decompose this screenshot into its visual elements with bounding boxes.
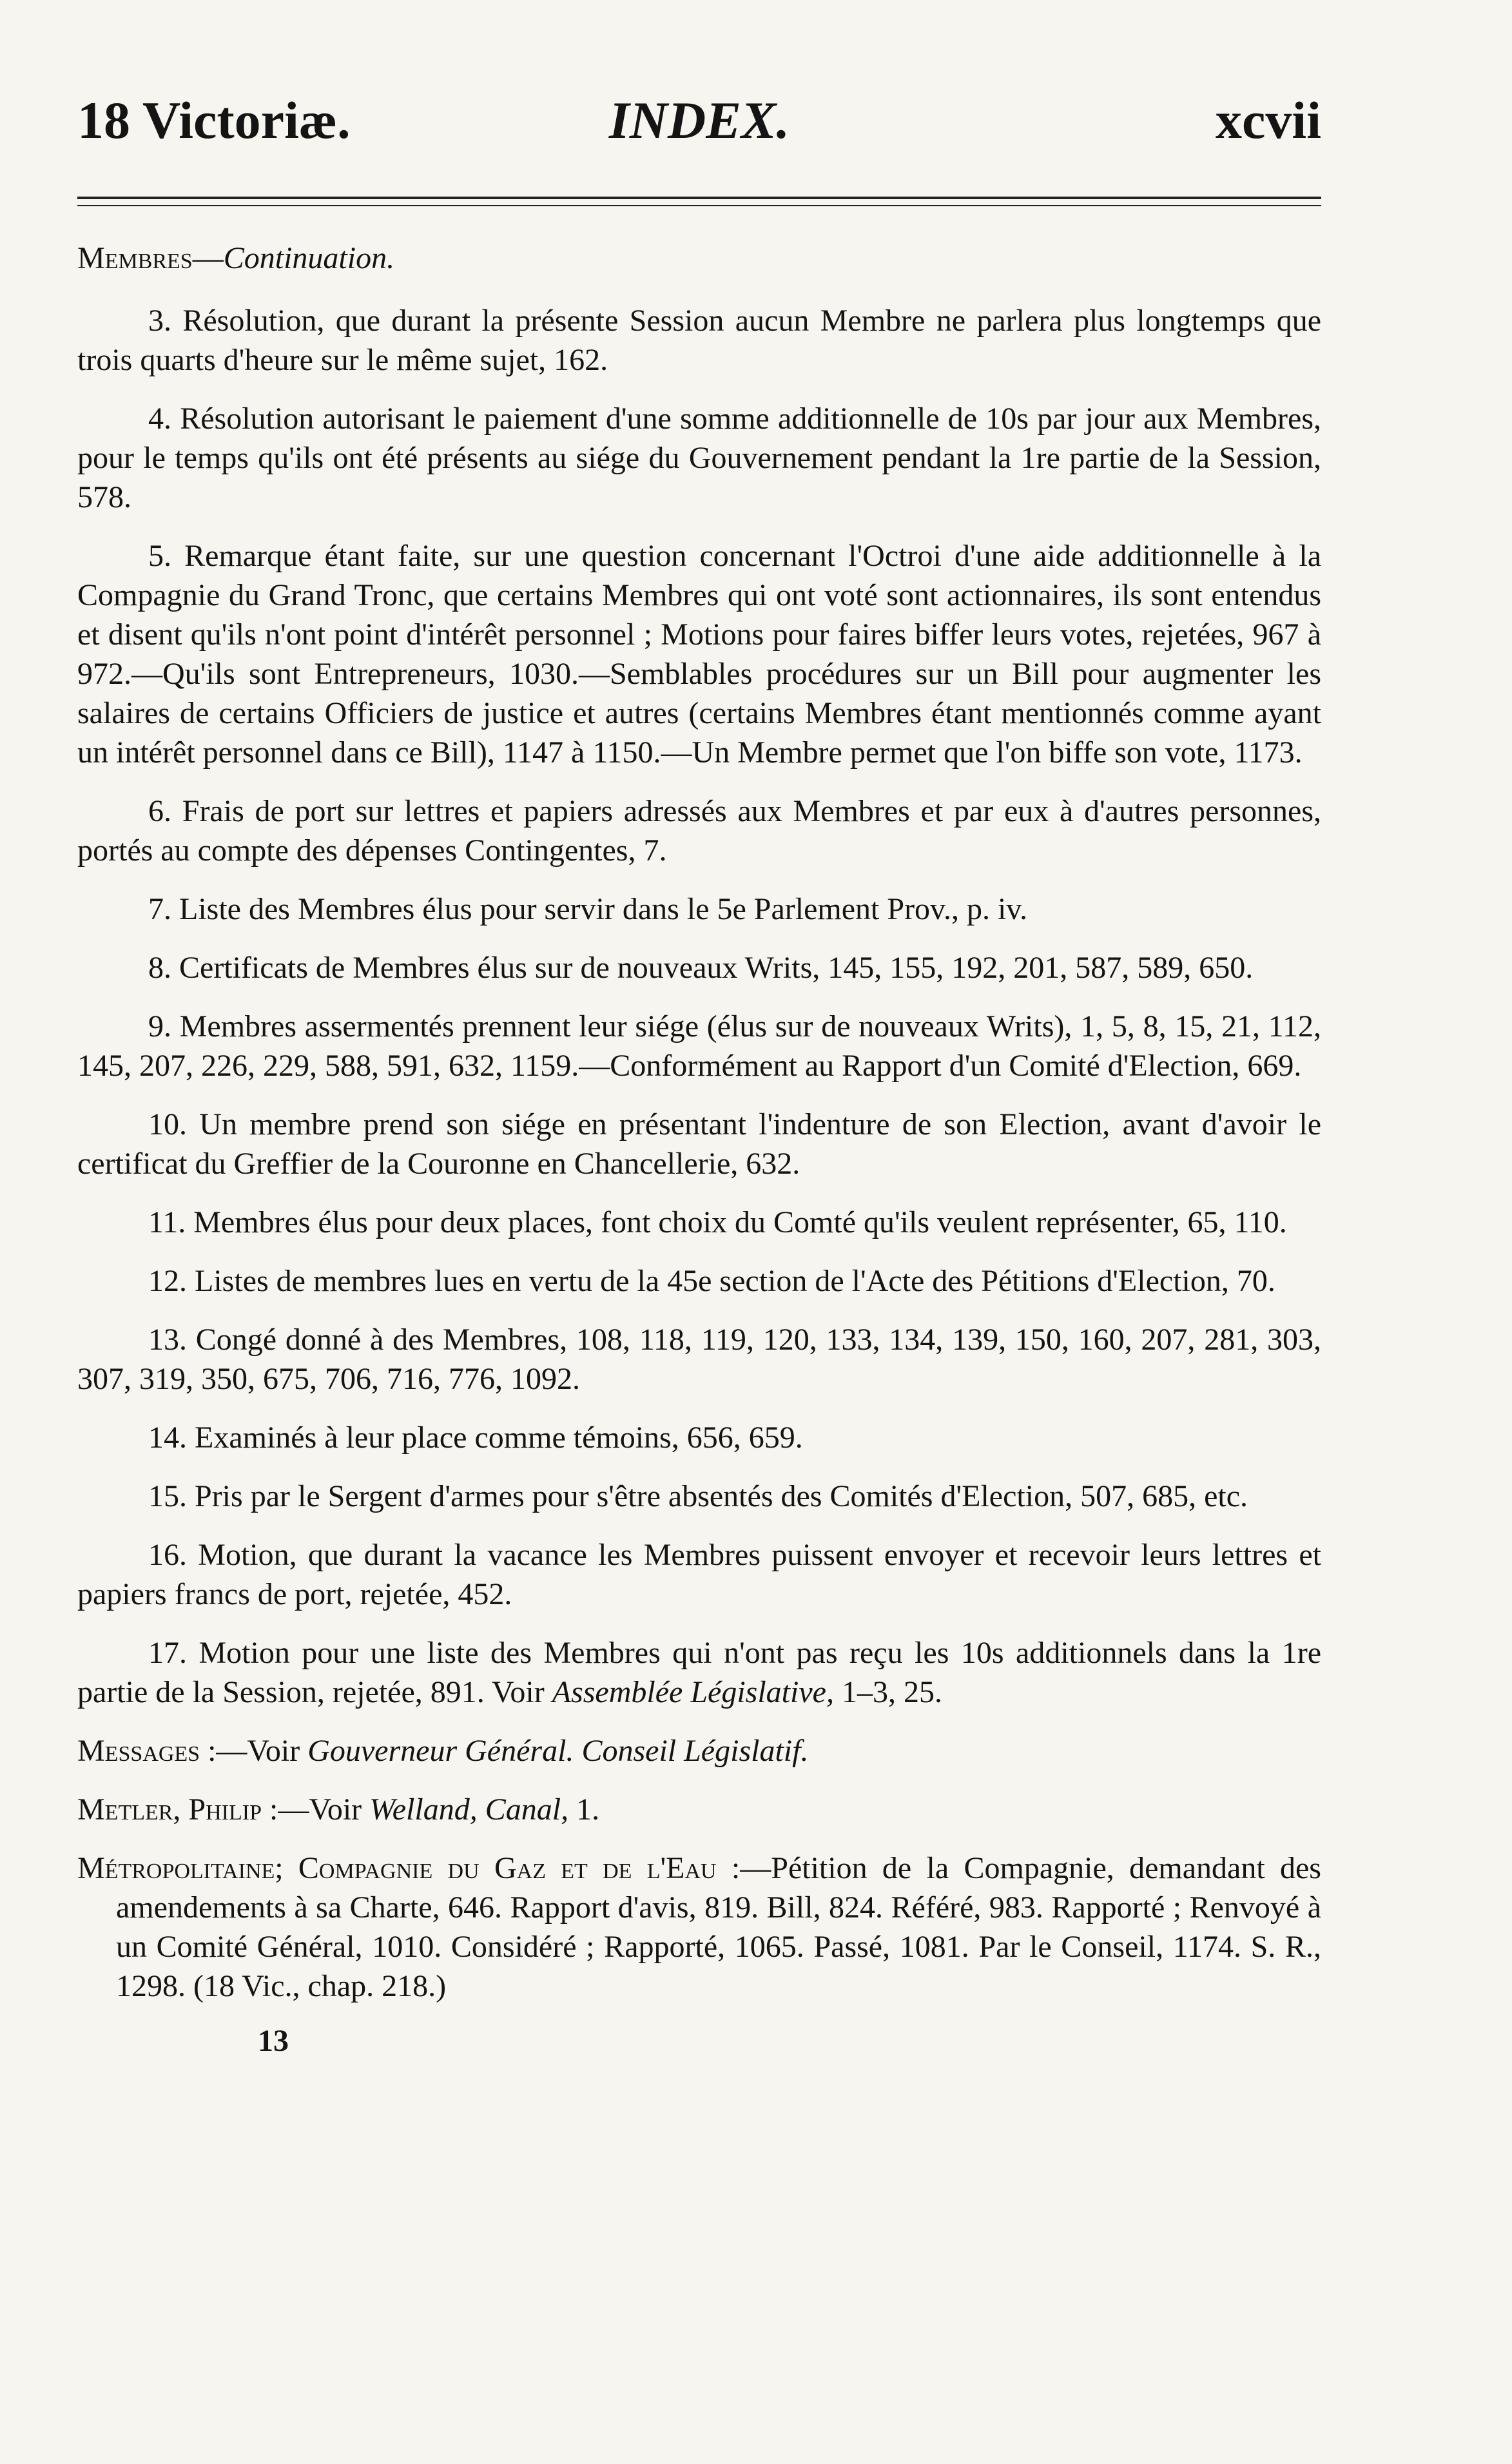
index-entry-metler bbox=[77, 1790, 1321, 1829]
header-left: 18 Victoriæ. bbox=[77, 91, 351, 150]
metropolitaine-heading: Métropolitaine; Compagnie du Gaz et de l'Eau bbox=[77, 1851, 717, 1885]
membres-item-15: 15. Pris par le Sergent d'armes pour s'être absentés des Comités d'Election, 507, 685, etc. bbox=[148, 1479, 1248, 1513]
membres-item-17-reference: Assemblée Législative, bbox=[552, 1675, 834, 1709]
membres-item-6: 6. Frais de port sur lettres et papiers adressés aux Membres et par eux à d'autres personnes, portés au compte des dépenses Contingentes, 7. bbox=[77, 794, 1321, 868]
metler-pages: 1. bbox=[568, 1792, 600, 1827]
metler-reference: Welland, Canal, bbox=[369, 1792, 569, 1827]
header-rule-thin bbox=[77, 205, 1321, 206]
membres-item-9: 9. Membres assermentés prennent leur siége (élus sur de nouveaux Writs), 1, 5, 8, 15, 21, 112, 145, 207, 226, 229, 588, 591, 632, 1159.—Conformément au Rapport d'un Comité d'Election, 669. bbox=[77, 1009, 1321, 1083]
membres-heading bbox=[77, 238, 1321, 278]
membres-item-17-pages: 1–3, 25. bbox=[841, 1675, 942, 1709]
signature-mark: 13 bbox=[258, 2024, 289, 2058]
membres-heading-name: Membres bbox=[77, 241, 193, 275]
metler-separator: :—Voir bbox=[262, 1792, 370, 1827]
membres-item-8: 8. Certificats de Membres élus sur de nouveaux Writs, 145, 155, 192, 201, 587, 589, 650. bbox=[148, 951, 1254, 985]
membres-item-3: 3. Résolution, que durant la présente Session aucun Membre ne parlera plus longtemps que trois quarts d'heure sur le même sujet, 162. bbox=[77, 304, 1321, 377]
running-header bbox=[77, 90, 1321, 161]
messages-reference-gouverneur: Gouverneur Général. bbox=[307, 1734, 574, 1768]
membres-item-14: 14. Examinés à leur place comme témoins, 656, 659. bbox=[148, 1421, 803, 1455]
membres-item-16: 16. Motion, que durant la vacance les Membres puissent envoyer et recevoir leurs lettres et papiers francs de port, rejetée, 452. bbox=[77, 1538, 1321, 1611]
membres-item-4: 4. Résolution autorisant le paiement d'une somme additionnelle de 10s par jour aux Membres, pour le temps qu'ils ont été présents au siége du Gouvernement pendant la 1re partie de la Session, 578. bbox=[77, 402, 1321, 514]
membres-heading-dash: — bbox=[192, 241, 224, 275]
metler-heading: Metler, Philip bbox=[77, 1792, 262, 1827]
membres-item-13: 13. Congé donné à des Membres, 108, 118, 119, 120, 133, 134, 139, 150, 160, 207, 281, 303, 307, 319, 350, 675, 706, 716, 776, 1092. bbox=[77, 1323, 1321, 1396]
metropolitaine-text: :—Pétition de la Compagnie, demandant des amendements à sa Charte, 646. Rapport d'avis, 819. Bill, 824. Référé, 983. Rapporté ; Renvoyé à un Comité Général, 1010. Considéré ; Rapporté, 1065. Passé, 1081. Par le Conseil, 1174. S. R., 1298. (18 Vic., chap. 218.) bbox=[116, 1851, 1321, 2003]
messages-heading: Messages bbox=[77, 1734, 200, 1768]
membres-item-10: 10. Un membre prend son siége en présentant l'indenture de son Election, avant d'avoir le certificat du Greffier de la Couronne en Chancellerie, 632. bbox=[77, 1107, 1321, 1181]
index-entry-messages bbox=[77, 1731, 1321, 1770]
header-rule-thick bbox=[77, 197, 1321, 199]
page bbox=[77, 0, 1321, 2464]
membres-item-11: 11. Membres élus pour deux places, font choix du Comté qu'ils veulent représenter, 65, 110. bbox=[148, 1205, 1287, 1239]
header-title: INDEX. bbox=[608, 91, 790, 150]
messages-separator: :—Voir bbox=[200, 1734, 308, 1768]
membres-item-7: 7. Liste des Membres élus pour servir dans le 5e Parlement Prov., p. iv. bbox=[148, 892, 1028, 926]
index-body bbox=[77, 238, 1321, 2057]
messages-reference-conseil: Conseil Législatif. bbox=[581, 1734, 809, 1768]
membres-item-17 bbox=[77, 1633, 1321, 1712]
membres-item-12: 12. Listes de membres lues en vertu de la 45e section de l'Acte des Pétitions d'Election, 70. bbox=[148, 1264, 1275, 1298]
header-page-number: xcvii bbox=[1216, 91, 1321, 150]
index-entry-metropolitaine bbox=[77, 1848, 1321, 2006]
membres-item-17-text: 17. Motion pour une liste des Membres qui n'ont pas reçu les 10s additionnels dans la 1re partie de la Session, rejetée, 891. Voir bbox=[77, 1636, 1321, 1709]
membres-heading-continuation: Continuation. bbox=[223, 241, 395, 275]
membres-item-5: 5. Remarque étant faite, sur une question concernant l'Octroi d'une aide additionnelle à la Compagnie du Grand Tronc, que certains Membres qui ont voté sont actionnaires, ils sont entendus et disent qu'ils n'ont point d'intérêt personnel ; Motions pour faires biffer leurs votes, rejetées, 967 à 972.—Qu'ils sont Entrepreneurs, 1030.—Semblables procédures sur un Bill pour augmenter les salaires de certains Officiers de justice et autres (certains Membres étant mentionnés comme ayant un intérêt personnel dans ce Bill), 1147 à 1150.—Un Membre permet que l'on biffe son vote, 1173. bbox=[77, 539, 1321, 770]
